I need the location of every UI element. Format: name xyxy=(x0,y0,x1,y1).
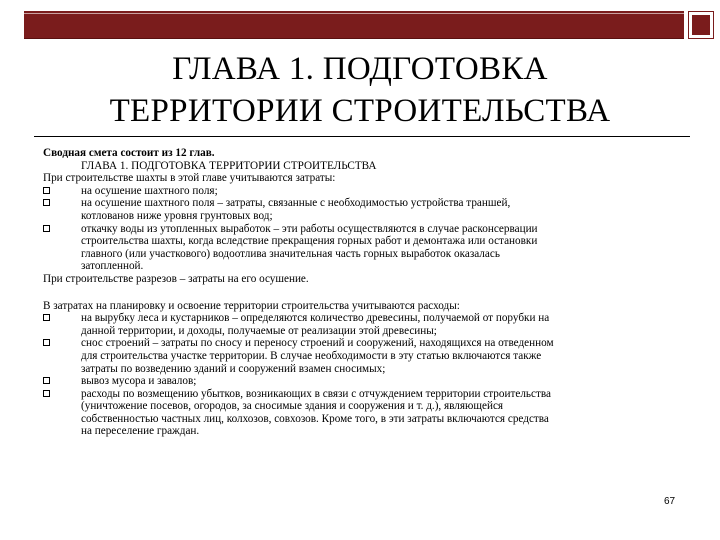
bullet-square-icon xyxy=(43,390,50,397)
list-item: на осушение шахтного поля; xyxy=(43,185,683,198)
page-number: 67 xyxy=(664,496,676,507)
intro-text: Сводная смета состоит из 12 глав. xyxy=(43,147,215,159)
slide-title-line-1: ГЛАВА 1. ПОДГОТОВКА xyxy=(172,51,548,87)
title-divider xyxy=(34,136,690,137)
bullet-square-icon xyxy=(43,377,50,384)
paragraph-mine-costs: При строительстве шахты в этой главе учитываются затраты: xyxy=(43,172,336,185)
list-item: вывоз мусора и завалов; xyxy=(43,375,683,388)
bullet-list-1 xyxy=(43,185,683,273)
bullet-square-icon xyxy=(43,339,50,346)
list-item: на осушение шахтного поля – затраты, связанные с необходимостью устройства траншей, котлованов ниже уровня грунтовых вод; xyxy=(43,197,683,222)
paragraph-open-pit: При строительстве разрезов – затраты на его осушение. xyxy=(43,272,309,285)
slide-body xyxy=(43,147,683,438)
list-item: снос строений – затраты по сносу и переносу строений и сооружений, находящихся на отведенном для строительства участке территории. В случае необходимости в эту статью включаются также затраты по возведению зданий и сооружений взамен сносимых; xyxy=(43,337,683,375)
header-bar-stripe xyxy=(24,13,684,39)
bullet-square-icon xyxy=(43,314,50,321)
slide-title xyxy=(40,48,680,132)
header-corner-box xyxy=(688,11,714,39)
paragraph-territory-costs: В затратах на планировку и освоение территории строительства учитываются расходы: xyxy=(43,299,460,312)
bullet-square-icon xyxy=(43,199,50,206)
bullet-list-2 xyxy=(43,312,683,438)
bullet-square-icon xyxy=(43,187,50,194)
bullet-square-icon xyxy=(43,225,50,232)
list-item: на вырубку леса и кустарников – определяются количество древесины, получаемой от порубки на данной территории, и доходы, получаемые от реализации этой древесины; xyxy=(43,312,683,337)
chapter-subheading: ГЛАВА 1. ПОДГОТОВКА ТЕРРИТОРИИ СТРОИТЕЛЬСТВА xyxy=(81,159,377,172)
list-item: расходы по возмещению убытков, возникающих в связи с отчуждением территории строительства (уничтожение посевов, огородов, за сносимые здания и сооружения и т. д.), являющейся собственностью частных лиц, колхозов, совхозов. Кроме того, в эти затраты включаются средства на переселение граждан. xyxy=(43,388,683,438)
slide-title-line-2: ТЕРРИТОРИИ СТРОИТЕЛЬСТВА xyxy=(109,93,611,129)
list-item: откачку воды из утопленных выработок – эти работы осуществляются в случае расконсервации строительства шахты, когда вследствие прекращения горных работ и демонтажа или остановки главного (или участкового) водоотлива значительная часть горных выработок оказалась затопленной. xyxy=(43,223,683,273)
